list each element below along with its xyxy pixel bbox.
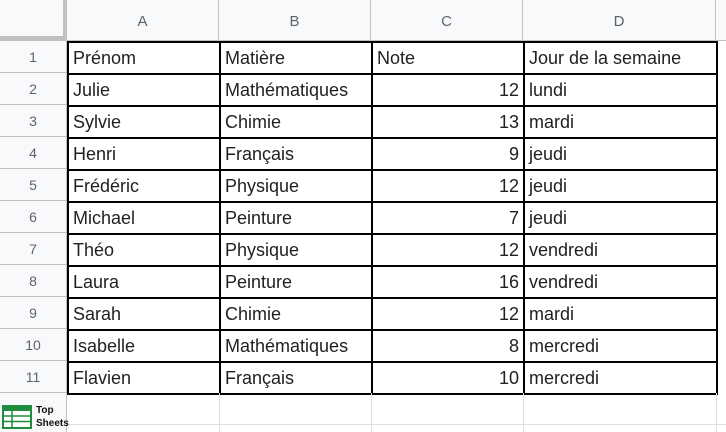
row-header-4[interactable]: 4: [0, 137, 67, 169]
column-header-d[interactable]: D: [523, 0, 716, 40]
column-header-a[interactable]: A: [67, 0, 219, 40]
cell-header-note[interactable]: Note: [372, 42, 524, 74]
spreadsheet-logo-icon: [2, 405, 32, 429]
cell-prenom[interactable]: Sarah: [68, 298, 220, 330]
cell-jour[interactable]: lundi: [524, 74, 717, 106]
cell-note[interactable]: 7: [372, 202, 524, 234]
column-header-c[interactable]: C: [371, 0, 523, 40]
row-header-5[interactable]: 5: [0, 169, 67, 201]
cell-note[interactable]: 9: [372, 138, 524, 170]
grid-line: [371, 393, 372, 432]
cell-jour[interactable]: jeudi: [524, 202, 717, 234]
cell-note[interactable]: 13: [372, 106, 524, 138]
row-header-7[interactable]: 7: [0, 233, 67, 265]
grid-line: [523, 393, 524, 432]
empty-row[interactable]: [67, 393, 726, 425]
cell-note[interactable]: 12: [372, 298, 524, 330]
table-row: [68, 330, 717, 362]
cell-jour[interactable]: vendredi: [524, 234, 717, 266]
cell-jour[interactable]: vendredi: [524, 266, 717, 298]
cell-prenom[interactable]: Sylvie: [68, 106, 220, 138]
grid-line: [716, 393, 717, 432]
row-header-2[interactable]: 2: [0, 73, 67, 105]
cell-jour[interactable]: jeudi: [524, 138, 717, 170]
table-row: [68, 170, 717, 202]
cell-matiere[interactable]: Chimie: [220, 106, 372, 138]
logo-line-2: Sheets: [36, 418, 69, 429]
column-header-b[interactable]: B: [219, 0, 371, 40]
table-row: [68, 266, 717, 298]
cell-prenom[interactable]: Théo: [68, 234, 220, 266]
table-header-row: [68, 42, 717, 74]
cell-note[interactable]: 10: [372, 362, 524, 394]
table-row: [68, 234, 717, 266]
table-row: [68, 362, 717, 394]
cell-prenom[interactable]: Michael: [68, 202, 220, 234]
cell-matiere[interactable]: Français: [220, 138, 372, 170]
row-header-1[interactable]: 1: [0, 41, 67, 73]
row-header-8[interactable]: 8: [0, 265, 67, 297]
top-sheets-logo: [2, 404, 69, 430]
cell-prenom[interactable]: Frédéric: [68, 170, 220, 202]
row-header-3[interactable]: 3: [0, 105, 67, 137]
cell-header-matiere[interactable]: Matière: [220, 42, 372, 74]
cell-prenom[interactable]: Henri: [68, 138, 220, 170]
cell-jour[interactable]: mercredi: [524, 362, 717, 394]
cell-note[interactable]: 16: [372, 266, 524, 298]
row-header-6[interactable]: 6: [0, 201, 67, 233]
table-row: [68, 106, 717, 138]
cell-jour[interactable]: mardi: [524, 298, 717, 330]
cell-matiere[interactable]: Chimie: [220, 298, 372, 330]
cell-note[interactable]: 8: [372, 330, 524, 362]
logo-text: [36, 404, 69, 430]
cell-jour[interactable]: mercredi: [524, 330, 717, 362]
cell-jour[interactable]: jeudi: [524, 170, 717, 202]
row-header-11[interactable]: 11: [0, 361, 67, 393]
logo-line-1: Top: [36, 405, 54, 416]
table-row: [68, 298, 717, 330]
cell-note[interactable]: 12: [372, 74, 524, 106]
cell-matiere[interactable]: Français: [220, 362, 372, 394]
cell-note[interactable]: 12: [372, 170, 524, 202]
cell-matiere[interactable]: Physique: [220, 170, 372, 202]
cell-jour[interactable]: mardi: [524, 106, 717, 138]
table-row: [68, 74, 717, 106]
cell-matiere[interactable]: Peinture: [220, 266, 372, 298]
cell-header-jour[interactable]: Jour de la semaine: [524, 42, 717, 74]
row-header-10[interactable]: 10: [0, 329, 67, 361]
select-all-corner[interactable]: [0, 0, 67, 40]
cell-note[interactable]: 12: [372, 234, 524, 266]
table-row: [68, 138, 717, 170]
cell-prenom[interactable]: Laura: [68, 266, 220, 298]
cell-prenom[interactable]: Julie: [68, 74, 220, 106]
cell-matiere[interactable]: Peinture: [220, 202, 372, 234]
cell-prenom[interactable]: Isabelle: [68, 330, 220, 362]
row-header-9[interactable]: 9: [0, 297, 67, 329]
data-table: [67, 41, 718, 395]
cell-matiere[interactable]: Physique: [220, 234, 372, 266]
cell-matiere[interactable]: Mathématiques: [220, 330, 372, 362]
cell-prenom[interactable]: Flavien: [68, 362, 220, 394]
cell-matiere[interactable]: Mathématiques: [220, 74, 372, 106]
table-row: [68, 202, 717, 234]
grid-line: [219, 393, 220, 432]
cell-header-prenom[interactable]: Prénom: [68, 42, 220, 74]
